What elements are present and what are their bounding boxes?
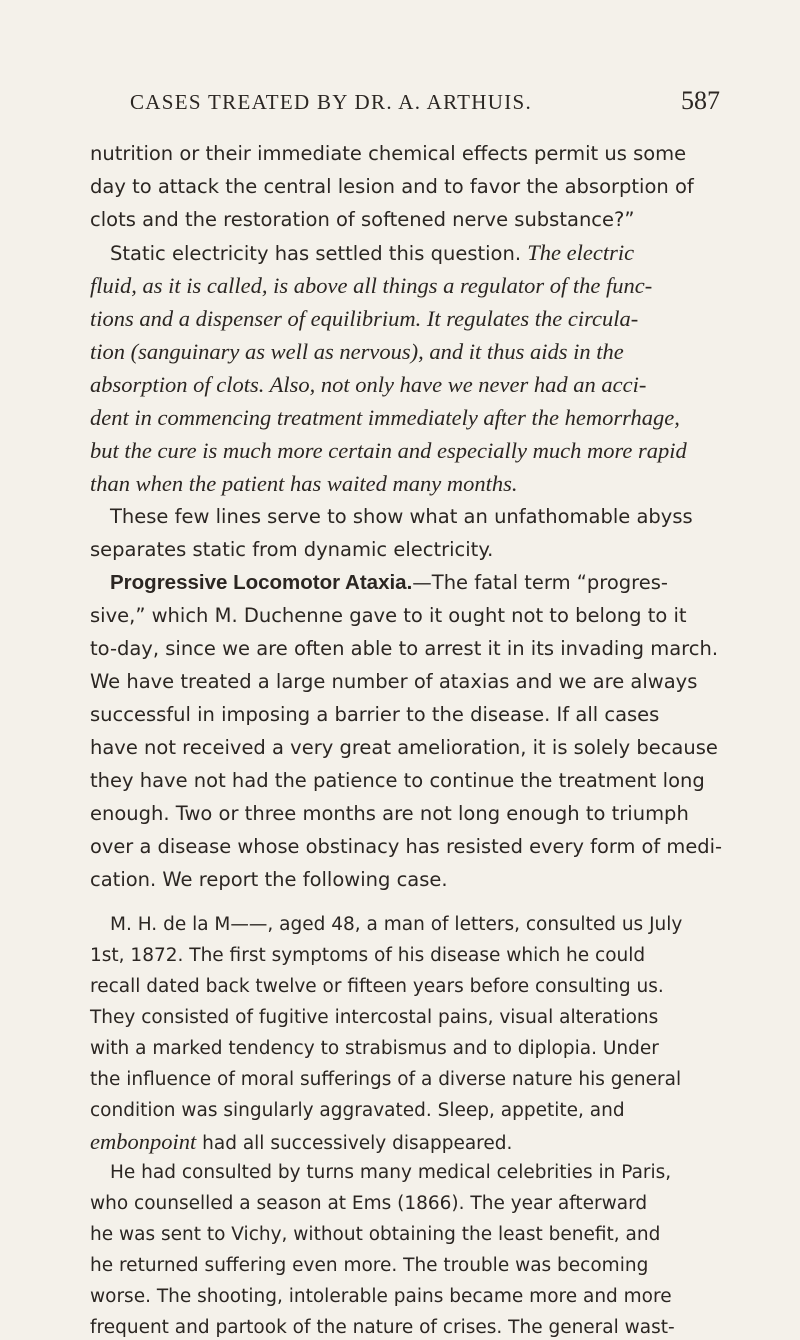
italic-run: embonpoint <box>90 1129 197 1154</box>
text-line: the influence of moral sufferings of a diverse nature his general <box>90 1069 682 1090</box>
italic-line: fluid, as it is called, is above all things a regulator of the func- <box>90 273 653 298</box>
text-line <box>110 571 668 595</box>
text-line: These few lines serve to show what an unfathomable abyss <box>110 505 693 528</box>
text-line: frequent and partook of the nature of crises. The general wast- <box>90 1317 675 1338</box>
text-line: successful in imposing a barrier to the disease. If all cases <box>90 703 660 726</box>
text-line: worse. The shooting, intolerable pains became more and more <box>90 1286 672 1307</box>
text-line: He had consulted by turns many medical celebrities in Paris, <box>110 1162 672 1183</box>
italic-line: dent in commencing treatment immediately after the hemorrhage, <box>90 405 680 430</box>
text-line: cation. We report the following case. <box>90 868 448 891</box>
page-number: 587 <box>681 86 720 115</box>
text-line: nutrition or their immediate chemical effects permit us some <box>90 142 687 165</box>
italic-line: than when the patient has waited many months. <box>90 471 518 496</box>
italic-line: tion (sanguinary as well as nervous), and it thus aids in the <box>90 339 624 364</box>
text-line: over a disease whose obstinacy has resisted every form of medi- <box>90 835 722 858</box>
text-run: Static electricity has settled this question. <box>110 242 528 265</box>
text-line: they have not had the patience to continue the treatment long <box>90 769 705 792</box>
text-line: separates static from dynamic electricity. <box>90 538 494 561</box>
text-line: he returned suffering even more. The trouble was becoming <box>90 1255 649 1276</box>
text-line: enough. Two or three months are not long enough to triumph <box>90 802 689 825</box>
text-line: 1st, 1872. The first symptoms of his disease which he could <box>90 945 646 966</box>
text-line: to-day, since we are often able to arrest it in its invading march. <box>90 637 719 660</box>
text-line: M. H. de la M——, aged 48, a man of letters, consulted us July <box>110 914 683 935</box>
italic-line: but the cure is much more certain and especially much more rapid <box>90 438 687 463</box>
text-line: who counselled a season at Ems (1866). The year afterward <box>90 1193 648 1214</box>
text-line: We have treated a large number of ataxias and we are always <box>90 670 698 693</box>
italic-line: absorption of clots. Also, not only have we never had an acci- <box>90 372 647 397</box>
running-head-title: CASES TREATED BY DR. A. ARTHUIS. <box>130 90 533 114</box>
text-line: he was sent to Vichy, without obtaining the least benefit, and <box>90 1224 661 1245</box>
text-line: clots and the restoration of softened nerve substance?” <box>90 208 635 231</box>
text-line <box>90 1130 512 1156</box>
running-header <box>130 86 720 120</box>
text-run: had all successively disappeared. <box>196 1133 513 1154</box>
text-line: They consisted of fugitive intercostal pains, visual alterations <box>90 1007 659 1028</box>
section-heading: Progressive Locomotor Ataxia. <box>110 571 413 594</box>
text-line: recall dated back twelve or fifteen years before consulting us. <box>90 976 664 997</box>
text-run: —The fatal term “progres- <box>412 571 668 594</box>
text-line: day to attack the central lesion and to favor the absorption of <box>90 175 694 198</box>
text-line: condition was singularly aggravated. Sleep, appetite, and <box>90 1100 625 1121</box>
italic-line: tions and a dispenser of equilibrium. It regulates the circula- <box>90 306 639 331</box>
text-line: sive,” which M. Duchenne gave to it ought not to belong to it <box>90 604 687 627</box>
italic-run: The electric <box>527 240 635 265</box>
text-line: with a marked tendency to strabismus and to diplopia. Under <box>90 1038 659 1059</box>
text-line <box>110 241 634 266</box>
text-line: have not received a very great amelioration, it is solely because <box>90 736 718 759</box>
